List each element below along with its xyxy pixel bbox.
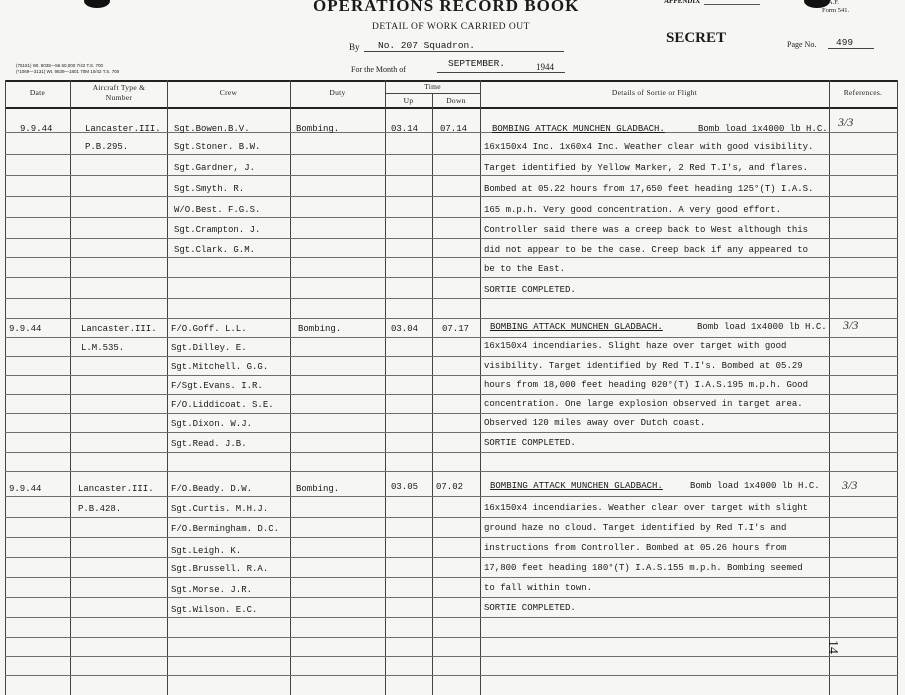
col-divider-details <box>829 80 830 695</box>
ruled-line <box>5 577 898 578</box>
time-down: 07.17 <box>442 324 470 334</box>
detail-line: 16x150x4 Inc. 1x60x4 Inc. Weather clear with good visibility. <box>484 142 814 152</box>
classification: SECRET <box>666 30 727 46</box>
col-header-down: Down <box>446 96 466 105</box>
time-up: 03.04 <box>391 324 419 334</box>
ruled-line <box>5 471 898 472</box>
detail-line: instructions from Controller. Bombed at 05.26 hours from <box>484 543 787 553</box>
col-divider-aircraft <box>167 80 168 695</box>
page-subtitle: DETAIL OF WORK CARRIED OUT <box>372 22 530 32</box>
col-divider-duty <box>385 80 386 695</box>
time-up: 03.14 <box>391 124 419 134</box>
ruled-line <box>5 496 898 497</box>
ruled-line <box>5 452 898 453</box>
detail-line: did not appear to be the case. Creep back if any appeared to <box>484 245 809 255</box>
border-right <box>897 80 898 695</box>
ruled-line <box>5 675 898 676</box>
col-divider-time <box>480 80 481 695</box>
aircraft-number: P.B.428. <box>78 504 122 514</box>
ruled-line <box>5 375 898 376</box>
ruled-line <box>5 196 898 197</box>
entry-date: 9.9.44 <box>9 484 42 494</box>
ruled-line <box>5 238 898 239</box>
col-header-date: Date <box>29 88 46 97</box>
ruled-line <box>5 175 898 176</box>
ruled-line <box>5 597 898 598</box>
detail-line: ground haze no cloud. Target identified by Red T.I's and <box>484 523 787 533</box>
detail-line: be to the East. <box>484 264 566 274</box>
crew-member: Sgt.Crampton. J. <box>174 225 261 235</box>
ruled-line <box>5 298 898 299</box>
col-header-duty: Duty <box>329 88 346 97</box>
squadron-name: No. 207 Squadron. <box>378 40 475 51</box>
crew-member: Sgt.Gardner, J. <box>174 163 256 173</box>
squadron-line <box>364 51 564 52</box>
col-header-time: Time <box>424 82 441 91</box>
time-down: 07.02 <box>436 482 464 492</box>
crew-member: F/O.Goff. L.L. <box>171 324 247 334</box>
page-number-line <box>828 48 874 49</box>
sortie-heading: BOMBING ATTACK MUNCHEN GLADBACH. <box>490 481 663 491</box>
detail-line: 165 m.p.h. Very good concentration. A very good effort. <box>484 205 782 215</box>
ruled-line <box>5 257 898 258</box>
ruled-line <box>5 617 898 618</box>
col-header-references: References. <box>843 88 883 97</box>
reference-mark: 3/3 <box>838 115 854 129</box>
aircraft-number: L.M.535. <box>81 343 125 353</box>
print-code: (75151) Wt. 9038—56 60,000 7/42 T.S. 700 (*1069—3131) Wt. 9839—1801 70M 10/42 T.S. 700 <box>16 63 120 74</box>
ruled-line <box>5 394 898 395</box>
detail-line: 16x150x4 incendiaries. Slight haze over target with good <box>484 341 787 351</box>
crew-member: Sgt.Stoner. B.W. <box>174 142 261 152</box>
month-line <box>437 72 565 73</box>
crew-member: Sgt.Dilley. E. <box>171 343 247 353</box>
detail-line: concentration. One large explosion observed in target area. <box>484 399 803 409</box>
aircraft-type: Lancaster.III. <box>78 484 154 494</box>
time-up: 03.05 <box>391 482 419 492</box>
detail-line: Target identified by Yellow Marker, 2 Red T.I's, and flares. <box>484 163 809 173</box>
appendix-label: APPENDIX <box>664 0 701 5</box>
aircraft-type: Lancaster.III. <box>81 324 157 334</box>
ruled-line <box>5 656 898 657</box>
year-value: 1944 <box>536 62 554 72</box>
ruled-line <box>5 277 898 278</box>
crew-member: F/O.Beady. D.W. <box>171 484 253 494</box>
ruled-line <box>5 154 898 155</box>
detail-line: 17,800 feet heading 180°(T) I.A.S.155 m.p.h. Bombing seemed <box>484 563 803 573</box>
detail-line: SORTIE COMPLETED. <box>484 438 576 448</box>
crew-member: Sgt.Dixon. W.J. <box>171 419 253 429</box>
duty: Bombing. <box>298 324 342 334</box>
by-label: By <box>349 42 360 52</box>
duty: Bombing. <box>296 124 340 134</box>
form-number: R.A.F. Form 541. <box>822 0 850 14</box>
col-divider-date <box>70 80 71 695</box>
month-value: SEPTEMBER. <box>448 58 506 69</box>
appendix-line <box>704 4 760 5</box>
detail-line: Observed 120 miles away over Dutch coast. <box>484 418 706 428</box>
reference-mark: 3/3 <box>843 318 859 332</box>
ruled-line <box>5 537 898 538</box>
margin-note: 14 <box>825 640 840 654</box>
crew-member: Sgt.Clark. G.M. <box>174 245 256 255</box>
header-bottom-border <box>5 107 898 109</box>
entry-date: 9.9.44 <box>20 124 53 134</box>
detail-line: Bomb load 1x4000 lb H.C. <box>698 124 828 134</box>
detail-line: SORTIE COMPLETED. <box>484 285 576 295</box>
crew-member: Sgt.Bowen.B.V. <box>174 124 250 134</box>
time-down: 07.14 <box>440 124 468 134</box>
reference-mark: 3/3 <box>842 478 858 492</box>
duty: Bombing. <box>296 484 340 494</box>
detail-line: visibility. Target identified by Red T.I's. Bombed at 05.29 <box>484 361 803 371</box>
crew-member: F/O.Liddicoat. S.E. <box>171 400 274 410</box>
crew-member: Sgt.Morse. J.R. <box>171 585 253 595</box>
detail-line: Bomb load 1x4000 lb H.C. <box>690 481 820 491</box>
crew-member: W/O.Best. F.G.S. <box>174 205 261 215</box>
border-left <box>5 80 6 695</box>
ruled-line <box>5 318 898 319</box>
sortie-heading: BOMBING ATTACK MUNCHEN GLADBACH. <box>492 124 665 134</box>
month-label: For the Month of <box>351 65 406 74</box>
col-header-crew: Crew <box>219 88 238 97</box>
ruled-line <box>5 637 898 638</box>
page-number-label: Page No. <box>787 40 817 49</box>
ruled-line <box>5 557 898 558</box>
col-divider-crew <box>290 80 291 695</box>
aircraft-number: P.B.295. <box>85 142 129 152</box>
crew-member: F/Sgt.Evans. I.R. <box>171 381 263 391</box>
col-header-details: Details of Sortie or Flight <box>611 88 698 97</box>
detail-line: Bomb load 1x4000 lb H.C. <box>697 322 827 332</box>
col-header-up: Up <box>403 96 414 105</box>
crew-member: Sgt.Mitchell. G.G. <box>171 362 269 372</box>
crew-member: Sgt.Curtis. M.H.J. <box>171 504 269 514</box>
ruled-line <box>5 517 898 518</box>
binder-hole-left <box>84 0 110 8</box>
ruled-line <box>5 432 898 433</box>
detail-line: 16x150x4 incendiaries. Weather clear over target with slight <box>484 503 809 513</box>
detail-line: Controller said there was a creep back to West although this <box>484 225 809 235</box>
crew-member: F/O.Bermingham. D.C. <box>171 524 280 534</box>
ruled-line <box>5 217 898 218</box>
page-number: 499 <box>836 37 854 48</box>
entry-date: 9.9.44 <box>9 324 42 334</box>
col-header-aircraft: Aircraft Type & Number <box>92 83 146 102</box>
detail-line: hours from 18,000 feet heading 020°(T) I.A.S.195 m.p.h. Good <box>484 380 809 390</box>
page-title: OPERATIONS RECORD BOOK <box>313 0 580 15</box>
detail-line: SORTIE COMPLETED. <box>484 603 576 613</box>
crew-member: Sgt.Smyth. R. <box>174 184 245 194</box>
sortie-heading: BOMBING ATTACK MUNCHEN GLADBACH. <box>490 322 663 332</box>
crew-member: Sgt.Leigh. K. <box>171 546 242 556</box>
ruled-line <box>5 356 898 357</box>
detail-line: Bombed at 05.22 hours from 17,650 feet heading 125°(T) I.A.S. <box>484 184 814 194</box>
detail-line: to fall within town. <box>484 583 593 593</box>
crew-member: Sgt.Brussell. R.A. <box>171 564 269 574</box>
crew-member: Sgt.Read. J.B. <box>171 439 247 449</box>
aircraft-type: Lancaster.III. <box>85 124 161 134</box>
crew-member: Sgt.Wilson. E.C. <box>171 605 258 615</box>
ruled-line <box>5 413 898 414</box>
ruled-line <box>5 337 898 338</box>
